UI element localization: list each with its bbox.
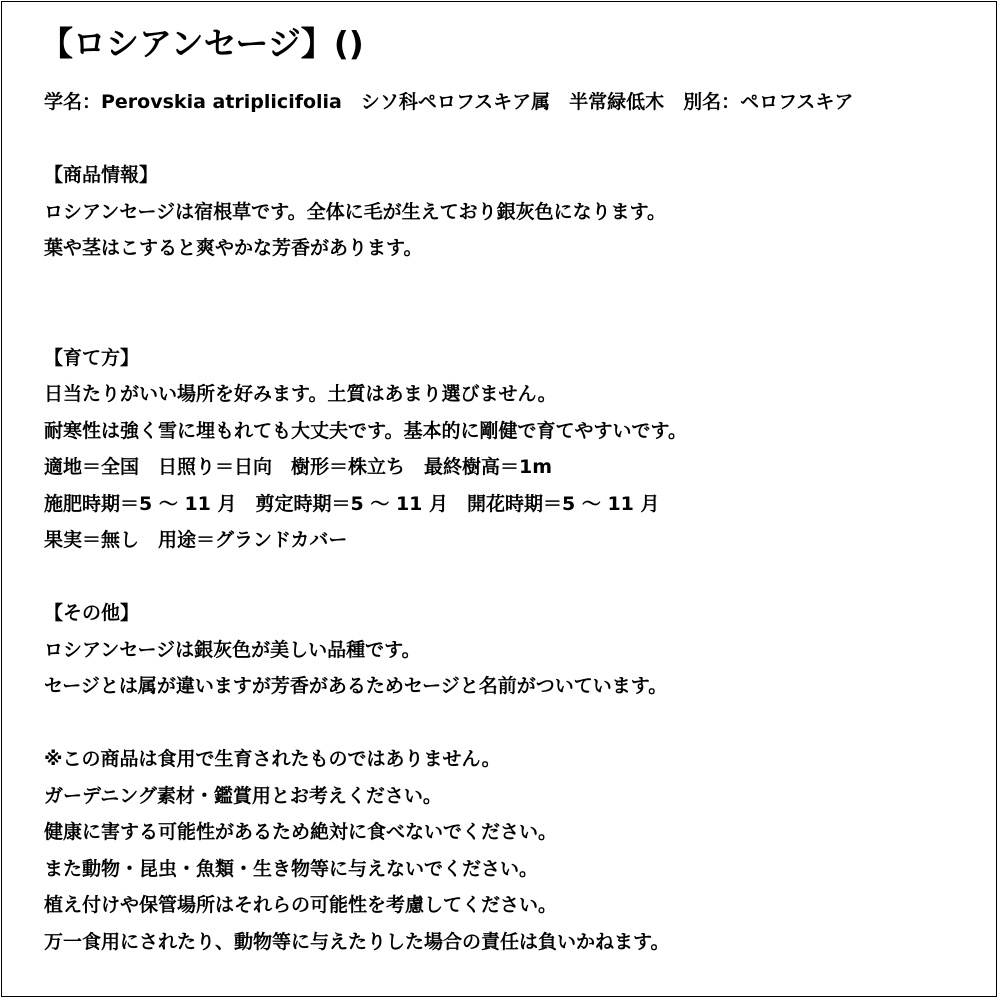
notice-line: ※この商品は食用で生育されたものではありません。: [44, 748, 501, 770]
growing-heading: 【育て方】: [44, 346, 140, 369]
notice-line: 植え付けや保管場所はそれらの可能性を考慮してください。: [44, 894, 558, 916]
notice-line: また動物・昆虫・魚類・生き物等に与えないでください。: [44, 857, 539, 880]
product-info-heading: 【商品情報】: [44, 164, 159, 186]
product-info-line: 葉や茎はこすると爽やかな芳香があります。: [44, 237, 423, 259]
growing-line: 果実＝無し 用途＝グランドカバー: [44, 529, 348, 551]
page-title: 【ロシアンセージ】(): [40, 24, 364, 63]
spacer: [44, 705, 980, 742]
notice-line: 健康に害する可能性があるため絶対に食べないでください。: [44, 821, 558, 843]
other-line: ロシアンセージは銀灰色が美しい品種です。: [44, 638, 421, 661]
spacer: [44, 121, 980, 158]
product-info-line: ロシアンセージは宿根草です。全体に毛が生えており銀灰色になります。: [44, 200, 667, 223]
spacer: [44, 559, 980, 596]
spacer: [44, 267, 980, 340]
other-heading: 【その他】: [44, 602, 140, 624]
growing-line: 耐寒性は強く雪に埋もれても大丈夫です。基本的に剛健で育てやすいです。: [44, 419, 687, 442]
notice-line: 万一食用にされたり、動物等に与えたりした場合の責任は負いかねます。: [44, 930, 670, 953]
other-line: セージとは属が違いますが芳香があるためセージと名前がついています。: [44, 675, 668, 697]
growing-line: 施肥時期＝5 ～ 11 月 剪定時期＝5 ～ 11 月 開花時期＝5 ～ 11 月: [44, 492, 660, 515]
scientific-name-line: 学名：Perovskia atriplicifolia シソ科ペロフスキア属 半常緑低木 別名：ペロフスキア: [44, 91, 854, 113]
growing-line: 適地＝全国 日照り＝日向 樹形＝株立ち 最終樹高＝1m: [44, 456, 553, 478]
notice-line: ガーデニング素材・鑑賞用とお考えください。: [44, 784, 442, 807]
product-description: [40, 22, 980, 960]
growing-line: 日当たりがいい場所を好みます。土質はあまり選びません。: [44, 383, 557, 405]
